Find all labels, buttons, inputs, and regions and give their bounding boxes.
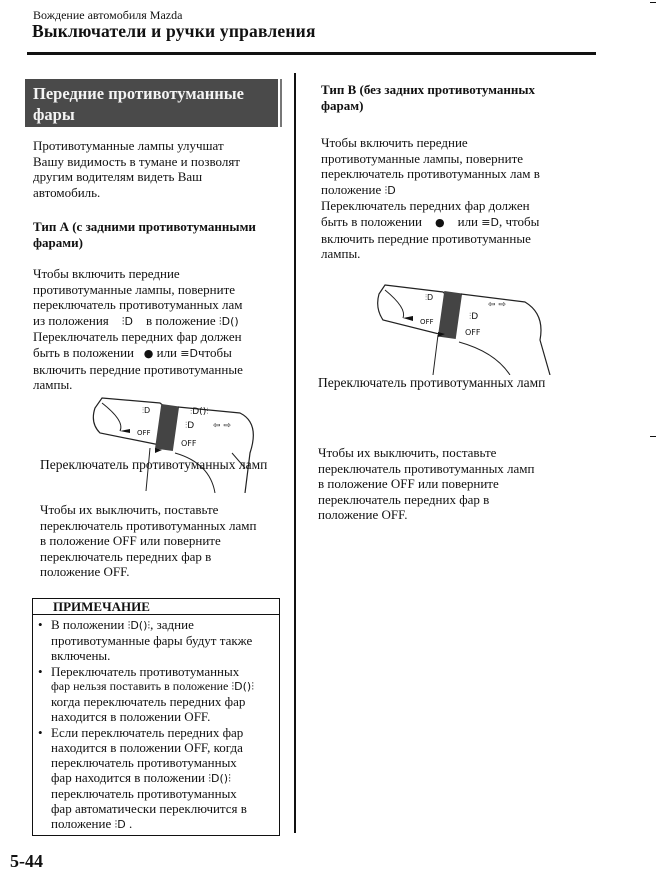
text: в положение (146, 312, 216, 328)
text-line: Чтобы включить передние (33, 266, 180, 281)
text-line: переключатель передних фар в (318, 491, 490, 507)
text-line (321, 182, 601, 199)
text-line: в положение OFF или поверните (40, 533, 221, 549)
text-line: переключатель противотуманных (51, 755, 237, 770)
text-line: переключатель противотуманных ламп (40, 517, 257, 533)
text-line: включить передние противотуманные (33, 361, 243, 377)
edge-mark (650, 436, 656, 437)
text-line: Тип В (без задних противотуманных (321, 82, 536, 97)
text: чтобы (197, 344, 232, 360)
text-line (321, 214, 601, 231)
text-line: находится в положении OFF. (51, 709, 211, 724)
parking-light-dot-icon: ● (435, 215, 445, 229)
column-divider (294, 73, 296, 833)
headlight-icon: ≡D (481, 215, 499, 229)
front-fog-icon: ⫶D (121, 314, 133, 328)
text-line (33, 313, 288, 330)
text-line: противотуманные лампы, поверните (33, 281, 236, 297)
note-item (37, 725, 275, 832)
text: положение (51, 816, 112, 831)
page-title: Выключатели и ручки управления (32, 21, 316, 41)
text-line: лампы. (33, 377, 73, 393)
front-fog-icon: ⫶D (384, 183, 396, 197)
text: . (128, 816, 133, 831)
text: , чтобы (498, 213, 540, 229)
front-rear-fog-icon: ⫶D()⫶ (127, 619, 151, 632)
text: фар нельзя поставить в положение (51, 679, 229, 693)
text-line: когда переключатель передних фар (51, 694, 246, 709)
type-a-on-paragraph (33, 266, 288, 393)
header-rule (27, 52, 596, 55)
text: положение (321, 181, 382, 197)
text-line: положение OFF. (40, 564, 130, 580)
stalk-illustration (375, 280, 605, 375)
front-fog-label: ⫶D (469, 312, 479, 322)
text-line (33, 345, 288, 362)
front-rear-fog-icon: ⫶D()⫶ (231, 680, 254, 693)
text: В положении (51, 617, 125, 632)
front-fog-icon: ⫶D (114, 818, 126, 831)
text-line: другим водителям видеть Ваш (33, 169, 203, 185)
intro-paragraph (33, 138, 283, 200)
type-a-off-paragraph (40, 502, 290, 580)
text-line: в положение OFF или поверните (318, 476, 499, 492)
text: или (457, 213, 479, 229)
figure-a-caption: Переключатель противотуманных ламп (40, 457, 268, 472)
text-line: переключатель передних фар в (40, 548, 212, 564)
text-line: переключатель противотуманных лам в (321, 166, 540, 182)
type-a-heading (33, 219, 288, 250)
text-line: находится в положении OFF, когда (51, 740, 243, 755)
text-line: • Переключатель противотуманных (51, 664, 240, 679)
note-item (37, 617, 275, 663)
stalk-illustration (40, 393, 290, 493)
text-line: включить передние противотуманные (321, 230, 531, 246)
off-label: OFF (181, 439, 197, 448)
figure-b-caption: Переключатель противотуманных ламп (318, 375, 546, 390)
text-line: противотуманные фары будут также (51, 633, 253, 648)
section-title: Передние противотуманные фары (25, 79, 280, 127)
text-line (51, 679, 275, 694)
type-b-heading (321, 82, 601, 113)
note-item (37, 664, 275, 724)
text-line: лампы. (321, 246, 361, 262)
text-line: фарами) (33, 234, 83, 250)
front-fog-label-inner: ⫶D (425, 293, 434, 302)
text-line: Вашу видимость в тумане и позволят (33, 153, 240, 169)
text-line: фар автоматически переключится в (51, 801, 247, 816)
text: быть в положении (321, 213, 422, 229)
text: или (156, 344, 178, 360)
text-line (51, 816, 275, 832)
text-line: положение OFF. (318, 507, 408, 523)
type-b-off-paragraph (318, 445, 598, 523)
turn-arrows-icon: ⇦ ⇨ (213, 421, 231, 431)
note-box (32, 598, 280, 836)
text-line: переключатель противотуманных ламп (318, 460, 535, 476)
front-rear-fog-icon: ⫶D()⫶ (208, 772, 231, 785)
text-line: Противотуманные лампы улучшат (33, 138, 224, 153)
text: фар находится в положении (51, 770, 206, 785)
text-line: Тип А (с задними противотуманными (33, 219, 256, 234)
turn-arrows-icon: ⇦ ⇨ (488, 300, 506, 310)
front-fog-label-outer: ⫶D (185, 421, 195, 431)
text: , задние (150, 617, 194, 632)
front-rear-fog-icon: ⫶D() (218, 314, 239, 328)
text-line: переключатель противотуманных (51, 786, 237, 801)
note-title: ПРИМЕЧАНИЕ (33, 599, 279, 615)
front-rear-fog-label: ⫶D()⫶ (190, 407, 209, 417)
text-line: автомобиль. (33, 184, 101, 200)
breadcrumb: Вождение автомобиля Mazda (33, 8, 183, 22)
edge-mark (650, 2, 656, 3)
text: из положения (33, 312, 109, 328)
text-line: • Если переключатель передних фар (51, 725, 244, 740)
text-line: Чтобы их выключить, поставьте (40, 502, 219, 517)
note-list (33, 615, 279, 832)
parking-light-dot-icon: ● (143, 346, 154, 360)
inner-off-label: OFF (420, 318, 434, 326)
fog-switch-figure-b (375, 280, 605, 375)
off-label: OFF (465, 328, 481, 337)
text: быть в положении (33, 344, 134, 360)
text-line: фарам) (321, 97, 364, 113)
text-line: Чтобы включить передние (321, 135, 468, 150)
text-line: Чтобы их выключить, поставьте (318, 445, 497, 460)
text-line: Переключатель передних фар должен (33, 329, 242, 345)
text-line: переключатель противотуманных лам (33, 297, 243, 313)
page-number: 5-44 (10, 851, 43, 871)
text-line: включены. (51, 648, 111, 663)
fog-switch-figure-a (40, 393, 290, 493)
type-b-on-paragraph (321, 135, 601, 262)
text-line: противотуманные лампы, поверните (321, 150, 524, 166)
front-fog-label: ⫶D (142, 406, 151, 415)
headlight-icon: ≡D (180, 346, 198, 360)
text-line (51, 770, 275, 786)
inner-off-label: OFF (137, 429, 151, 437)
text-line: Переключатель передних фар должен (321, 198, 530, 214)
